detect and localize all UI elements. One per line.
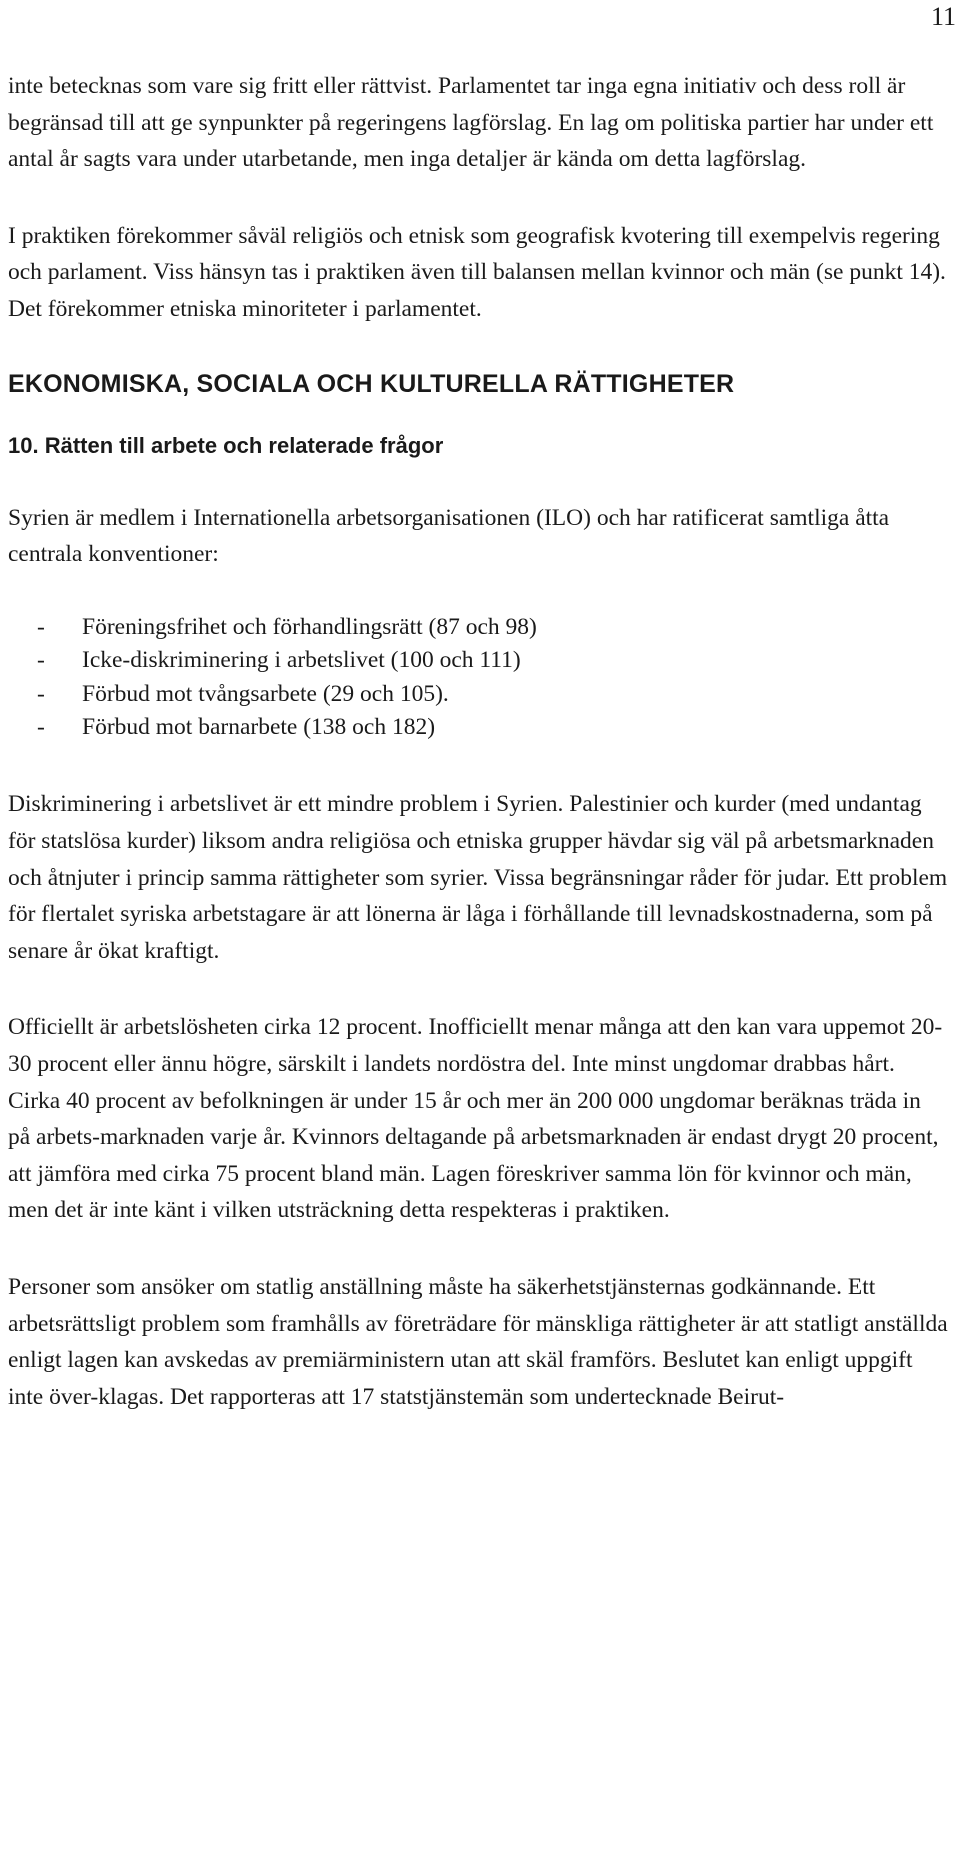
paragraph-quotas: I praktiken förekommer såväl religiös och etnisk som geografisk kvotering till exempelvis regering och parlament. Viss hänsyn tas i praktiken även till balansen mellan kvinnor och män (se punkt 14). Det förekommer etniska minoriteter i parlamentet. [8, 222, 946, 322]
paragraph-parliament: inte betecknas som vare sig fritt eller rättvist. Parlamentet tar inga egna initiativ och dess roll är begränsad till att ge synpunkter på regeringens lagförslag. En lag om politiska partier har under ett antal år sagts vara under utarbetande, men inga detaljer är kända om detta lagförslag. [8, 73, 934, 173]
list-item-text: Icke-diskriminering i arbetslivet (100 och 111) [82, 647, 521, 674]
subsection-heading: 10. Rätten till arbete och relaterade frågor [8, 432, 444, 458]
list-item-text: Föreningsfrihet och förhandlingsrätt (87 och 98) [82, 613, 537, 640]
paragraph-discrimination: Diskriminering i arbetslivet är ett mindre problem i Syrien. Palestinier och kurder (med undantag för statslösa kurder) liksom andra religiösa och etniska grupper hävdar sig väl på arbetsmarknaden och åtnjuter i princip samma rättigheter som syrier. Vissa begränsningar råder för judar. Ett problem för flertalet syriska arbetstagare är att lönerna är låga i förhållande till levnadskostnaderna, som på senare år ökat kraftigt. [8, 791, 948, 964]
page-number: 11 [930, 2, 956, 31]
list-item [8, 644, 948, 677]
paragraph-unemployment: Officiellt är arbetslösheten cirka 12 procent. Inofficiellt menar många att den kan vara uppemot 20-30 procent eller ännu högre, särskilt i landets nordöstra del. Inte minst ungdomar drabbas hårt. Cirka 40 procent av befolkningen är under 15 år och mer än 200 000 ungdomar beräknas träda in på arbets-marknaden varje år. Kvinnors deltagande på arbetsmarknaden är endast drygt 20 procent, att jämföra med cirka 75 procent bland män. Lagen föreskriver samma lön för kvinnor och män, men det är inte känt i vilken utsträckning detta respekteras i praktiken. [8, 1014, 943, 1224]
list-item [8, 678, 948, 711]
list-dash: - [37, 647, 45, 674]
conventions-list [8, 611, 948, 745]
list-dash: - [37, 680, 45, 707]
section-heading: EKONOMISKA, SOCIALA OCH KULTURELLA RÄTTIGHETER [8, 369, 735, 398]
list-item [8, 611, 948, 644]
list-item [8, 711, 948, 744]
paragraph-ilo-intro: Syrien är medlem i Internationella arbetsorganisationen (ILO) och har ratificerat samtliga åtta centrala konventioner: [8, 504, 890, 568]
list-dash: - [37, 613, 45, 640]
list-dash: - [37, 713, 45, 740]
paragraph-state-employment: Personer som ansöker om statlig anställning måste ha säkerhetstjänsternas godkännande. Ett arbetsrättsligt problem som framhålls av företrädare för mänskliga rättigheter är att statligt anställda enligt lagen kan avskedas av premiärministern utan att skäl framförs. Beslutet kan enligt uppgift inte över-klagas. Det rapporteras att 17 statstjänstemän som undertecknade Beirut- [8, 1273, 948, 1410]
list-item-text: Förbud mot barnarbete (138 och 182) [82, 713, 436, 740]
list-item-text: Förbud mot tvångsarbete (29 och 105). [82, 680, 449, 707]
document-body [8, 68, 948, 1415]
